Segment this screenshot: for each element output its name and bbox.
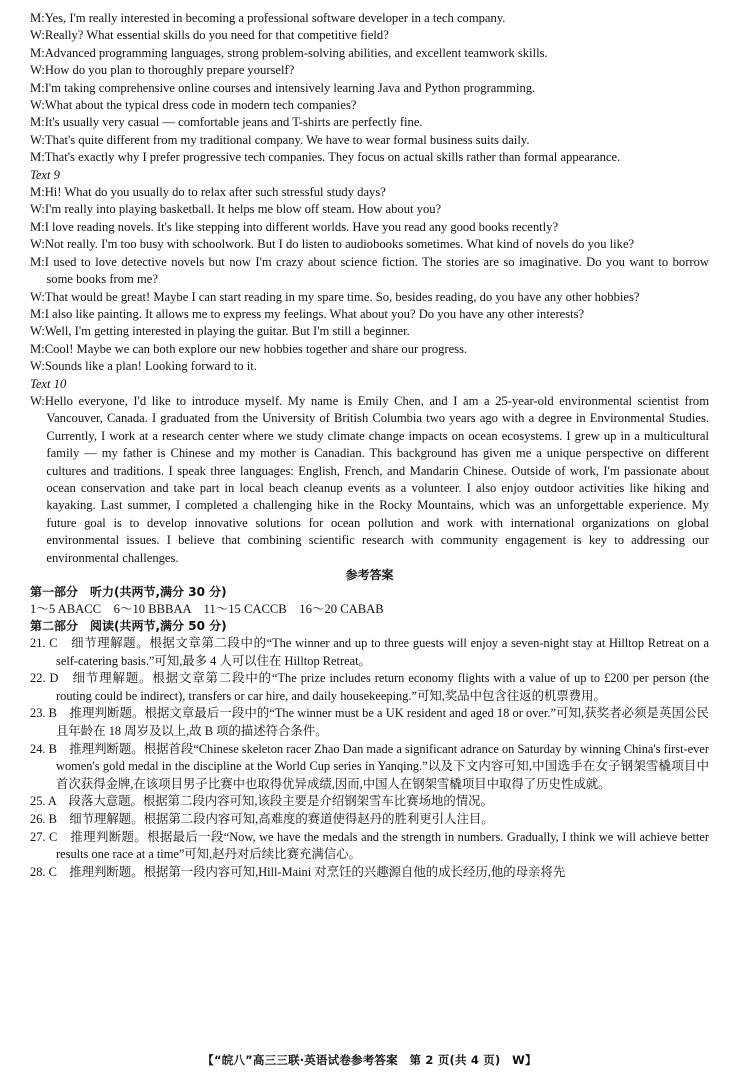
monologue-paragraph: W:Hello everyone, I'd like to introduce myself. My name is Emily Chen, and I am a 25-year-old environmental scientist from Vancouver, Canada. I graduated from the University of British Columbia two years ago with a degree in Environmental Studies. Currently, I work at a research center where we study climate change impacts on ocean ecosystems. I grew up in a multicultural family — my father is Chinese and my mother is Canadian. This background has given me a unique perspective on different cultures and traditions. I speak three languages: English, French, and Mandarin Chinese. Outside of work, I'm passionate about ocean conservation and take part in local beach cleanup events as a volunteer. I also enjoy outdoor activities like hiking and kayaking. Last summer, I completed a challenging hike in the Rocky Mountains, which was an unforgettable experience. My future goal is to develop innovative solutions for ocean pollution and work with international organizations on global environmental issues. I believe that combining scientific research with community engagement is key to addressing our environmental challenges.	[30, 393, 709, 565]
part1-heading: 第一部分 听力(共两节,满分 30 分)	[30, 585, 227, 599]
explanation-item: 23. B 推理判断题。根据文章最后一段中的“The winner must be a UK resident and aged 18 or over.”可知,获奖者必须是英国公民且年龄在 18 周岁及以上,故 B 项的描述符合条件。	[30, 706, 709, 738]
dialogue-line: W:Well, I'm getting interested in playing the guitar. But I'm still a beginner.	[30, 324, 410, 339]
dialogue-line: W:Sounds like a plan! Looking forward to it.	[30, 359, 257, 374]
explanation-item: 28. C 推理判断题。根据第一段内容可知,Hill-Maini 对烹饪的兴趣源自他的成长经历,他的母亲将先	[30, 864, 566, 879]
dialogue-line: M:Cool! Maybe we can both explore our new hobbies together and share our progress.	[30, 341, 468, 356]
dialogue-line: W:How do you plan to thoroughly prepare yourself?	[30, 63, 295, 78]
dialogue-line: M:That's exactly why I prefer progressive tech companies. They focus on actual skills rather than formal appearance.	[30, 150, 621, 165]
explanation-item: 25. A 段落大意题。根据第二段内容可知,该段主要是介绍钢架雪车比赛场地的情况。	[30, 794, 493, 809]
dialogue-transcript	[30, 10, 709, 167]
dialogue-line: M:I love reading novels. It's like stepping into different worlds. Have you read any good books recently?	[30, 219, 559, 234]
text9-heading: Text 9	[30, 167, 60, 182]
dialogue-line: W:Not really. I'm too busy with schoolwork. But I do listen to audiobooks sometimes. What kind of novels do you like?	[30, 237, 635, 252]
explanation-item: 24. B 推理判断题。根据首段“Chinese skeleton racer Zhao Dan made a significant adrance on Saturday by winning China's first-ever women's gold medal in the discipline at the World Cup series in Yanqing.”以及下文内容可知,中国选手在女子钢架雪橇项目中首次获得金牌,在该项目男子比赛中也取得优异成绩,因而,中国人在钢架雪橇项目中取得了历史性成就。	[30, 741, 709, 791]
explanation-item: 26. B 细节理解题。根据第二段内容可知,高难度的赛道使得赵丹的胜利更引人注目。	[30, 811, 494, 826]
dialogue-line: M:Advanced programming languages, strong problem-solving abilities, and excellent teamwork skills.	[30, 45, 548, 60]
answer-explanations	[30, 635, 709, 881]
dialogue-line: M:It's usually very casual — comfortable jeans and T-shirts are perfectly fine.	[30, 115, 423, 130]
dialogue-line: M:Hi! What do you usually do to relax after such stressful study days?	[30, 185, 386, 200]
dialogue-line: W:What about the typical dress code in modern tech companies?	[30, 98, 357, 113]
dialogue-line: M:I also like painting. It allows me to express my feelings. What about you? Do you have any other interests?	[30, 306, 585, 321]
dialogue-line: M:I'm taking comprehensive online courses and intensively learning Java and Python programming.	[30, 80, 536, 95]
dialogue-line: M:Yes, I'm really interested in becoming a professional software developer in a tech company.	[30, 11, 506, 25]
dialogue-line: W:That would be great! Maybe I can start reading in my spare time. So, besides reading, do you have any other hobbies?	[30, 289, 640, 304]
text10-heading: Text 10	[30, 376, 67, 391]
explanation-item: 21. C 细节理解题。根据文章第二段中的“The winner and up to three guests will enjoy a seven-night stay at Hilltop Retreat on a self-catering basis.”可知,最多 4 人可以住在 Hilltop Retreat。	[30, 636, 709, 668]
answers-title: 参考答案	[345, 568, 394, 582]
text10-monologue	[30, 393, 709, 567]
page-footer: 【“皖八”高三三联·英语试卷参考答案 第 2 页(共 4 页) W】	[202, 1053, 537, 1067]
explanation-item: 22. D 细节理解题。根据文章第二段中的“The prize includes return economy flights with a value of up to £200 per person (the routing could be indirect), transfers or car hire, and daily housekeeping.”可知,奖品中包含往返的机票费用。	[30, 671, 709, 703]
part2-heading: 第二部分 阅读(共两节,满分 50 分)	[30, 619, 227, 633]
dialogue-line: W:That's quite different from my traditional company. We have to wear formal business suits daily.	[30, 132, 530, 147]
dialogue-line: M:I used to love detective novels but now I'm crazy about science fiction. The stories are so imaginative. Do you want to borrow some books from me?	[30, 254, 709, 287]
text9-transcript	[30, 184, 709, 375]
part1-answer-key: 1～5 ABACC 6～10 BBBAA 11～15 CACCB 16～20 CABAB	[30, 602, 384, 616]
explanation-item: 27. C 推理判断题。根据最后一段“Now, we have the medals and the strength in numbers. Gradually, I think we will achieve better results one race at a time”可知,赵丹对后续比赛充满信心。	[30, 829, 709, 862]
dialogue-line: W:I'm really into playing basketball. It helps me blow off steam. How about you?	[30, 202, 442, 217]
dialogue-line: W:Really? What essential skills do you need for that competitive field?	[30, 28, 389, 43]
